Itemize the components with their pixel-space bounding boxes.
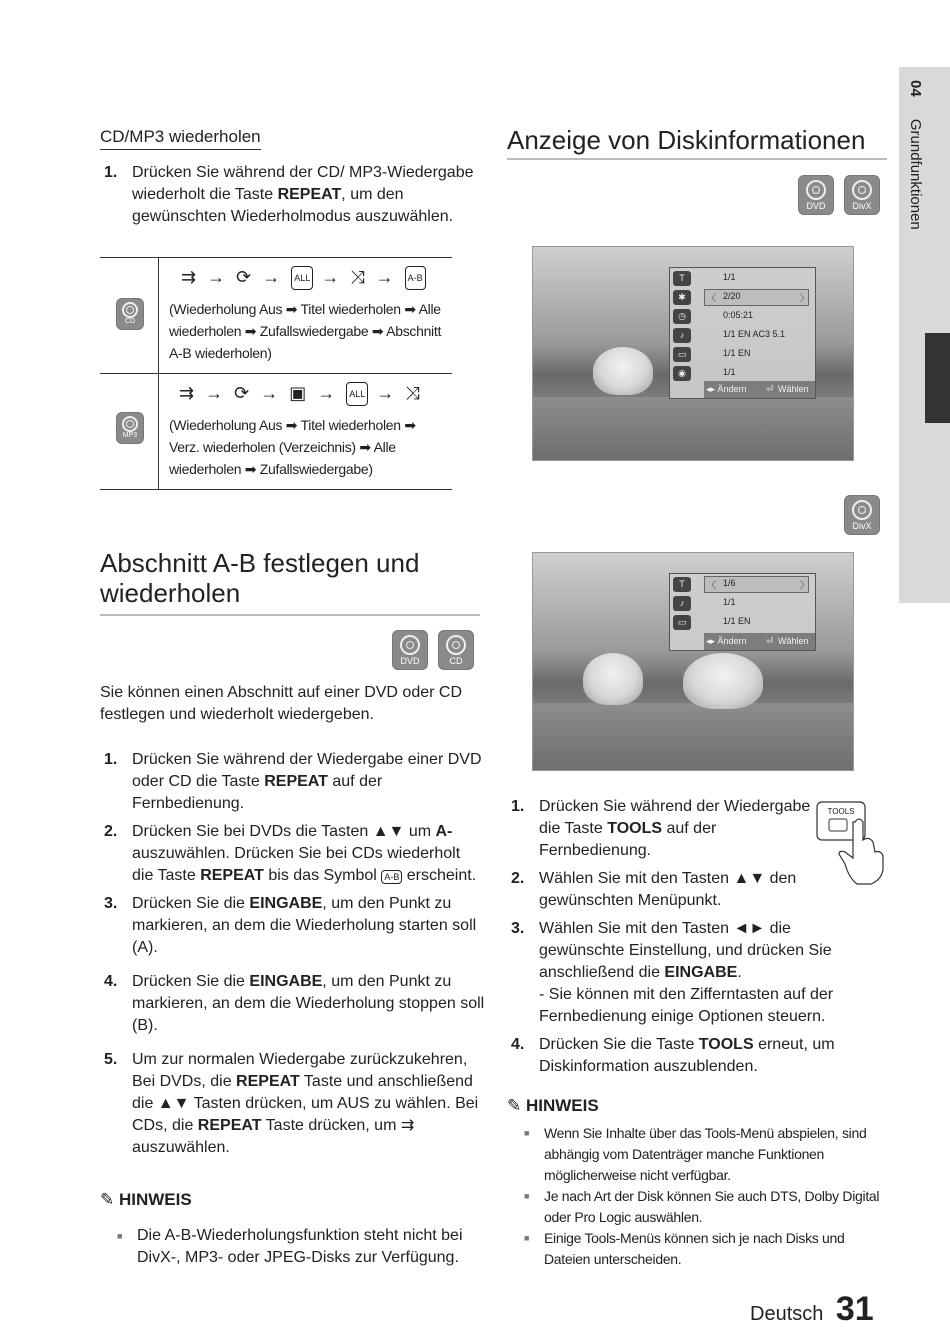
disc-info-heading	[507, 125, 887, 160]
info-step-2: 2. Wählen Sie mit den Tasten ▲▼ den gewünschten Menüpunkt.	[511, 870, 797, 909]
step-number: 1.	[104, 164, 118, 181]
osd-row-audio: ♪ 1/1	[670, 594, 815, 613]
cd-repeat-title: CD/MP3 wiederholen	[100, 127, 261, 150]
osd-row-title: T 〈 1/6 〉	[670, 575, 815, 594]
repeat-ab-symbol: A-B	[381, 870, 402, 884]
ab-repeat-heading	[100, 548, 480, 616]
puppy-image	[593, 347, 653, 395]
ab-note-item: ■ Die A-B-Wiederholungsfunktion steht nicht bei DivX-, MP3- oder JPEG-Disks zur Verfügung.	[115, 1225, 485, 1269]
camera-icon: ◉	[673, 366, 691, 381]
ab-step-5: 5. Um zur normalen Wiedergabe zurückzukehren, Bei DVDs, die REPEAT Taste und anschließend die ▲▼ Tasten drücken, um AUS zu wählen. Bei CDs, die REPEAT Taste drücken, um ⇉ auszuwählen.	[104, 1051, 479, 1156]
disc-info-screen-dvd	[532, 246, 854, 461]
cd-repeat-step-1	[100, 162, 480, 228]
cd-repeat-sequence-cell	[159, 258, 452, 373]
disc-info-steps	[507, 796, 852, 1078]
shuffle-icon: ⤨	[405, 383, 423, 403]
step-text: Drücken Sie während der CD/ MP3-Wiedergabe wiederholt die Taste	[132, 164, 474, 203]
subtitle-icon: ▭	[673, 347, 691, 362]
puppy-image	[683, 653, 763, 709]
pencil-icon: ✎	[507, 1096, 522, 1115]
osd-row-audio: ♪ 1/1 EN AC3 5.1	[670, 326, 815, 345]
dvd-disc-icon: DVD	[798, 175, 834, 215]
dvd-disc-icon: DVD	[392, 630, 428, 670]
info-note-item: ■ Je nach Art der Disk können Sie auch DTS, Dolby Digital oder Pro Logic auswählen.	[522, 1186, 887, 1228]
chapter-tab-marker	[925, 333, 950, 423]
info-step-1: 1. Drücken Sie während der Wiedergabe die Taste TOOLS auf der Fernbedienung.	[511, 798, 811, 859]
ab-note-title: HINWEIS	[118, 1190, 192, 1209]
osd-row-subtitle: ▭ 1/1 EN	[670, 613, 815, 632]
ab-notes	[115, 1225, 485, 1269]
title-icon: T	[673, 271, 691, 286]
info-step-3-sub: - Sie können mit den Zifferntasten auf der Fernbedienung einige Optionen steuern.	[539, 986, 834, 1025]
osd-selection	[704, 289, 809, 306]
cd-disc-cell	[100, 258, 159, 373]
repeat-off-icon: ⇉	[181, 267, 200, 287]
audio-icon: ♪	[673, 596, 691, 611]
repeat-all-icon: ALL	[346, 382, 368, 406]
info-notes	[522, 1123, 887, 1270]
ab-step-1: 1. Drücken Sie während der Wiedergabe einer DVD oder CD die Taste REPEAT auf der Fernbedienung.	[104, 751, 482, 812]
puppy-image	[583, 653, 643, 705]
ab-repeat-steps	[100, 749, 485, 1159]
cd-disc-icon: CD	[116, 298, 144, 330]
osd-row-angle: ◉ 1/1	[670, 364, 815, 383]
mp3-repeat-sequence: ⇉ → ⟳ → ▣ → ALL → ⤨	[179, 382, 444, 406]
shuffle-icon: ⤨	[350, 267, 368, 287]
cd-repeat-sequence: ⇉ → ⟳ → ALL → ⤨ → A-B	[181, 266, 444, 290]
repeat-all-icon: ALL	[291, 266, 313, 290]
ab-step-3: 3. Drücken Sie die EINGABE, um den Punkt zu markieren, an dem die Wiederholung starten soll (A).	[104, 895, 477, 956]
repeat-folder-icon: ▣	[289, 383, 310, 403]
chapter-title: Grundfunktionen	[907, 118, 924, 230]
chapter-tab-label	[907, 80, 924, 230]
divx-info-osd	[669, 573, 816, 651]
ab-step-2: 2. Drücken Sie bei DVDs die Tasten ▲▼ um A-auszuwählen. Drücken Sie bei CDs wiederholt die Taste REPEAT bis das Symbol A-B erscheint.	[104, 823, 477, 884]
repeat-ab-icon: A-B	[405, 266, 426, 290]
repeat-title-icon: ⟳	[236, 267, 255, 287]
ab-repeat-title-line2: wiederholen	[100, 578, 241, 608]
enter-icon: ⏎	[766, 636, 774, 646]
info-note-item: ■ Einige Tools-Menüs können sich je nach Disks und Dateien unterscheiden.	[522, 1228, 887, 1270]
chevron-left-icon: 〈	[707, 580, 717, 590]
chevron-left-icon: 〈	[707, 293, 717, 303]
disc-info-osd	[669, 267, 816, 399]
screen-floor	[533, 703, 853, 770]
time-icon: ◷	[673, 309, 691, 324]
pencil-icon: ✎	[100, 1190, 115, 1209]
step-key: REPEAT	[277, 186, 342, 203]
disc-info-screen-divx	[532, 552, 854, 771]
tools-label: TOOLS	[827, 807, 855, 816]
mp3-repeat-sequence-cell	[159, 374, 452, 489]
repeat-mode-table	[100, 257, 452, 490]
info-note-title: HINWEIS	[525, 1096, 599, 1115]
ab-note-heading	[100, 1190, 192, 1210]
osd-footer: ◂▸ Ändern ⏎ Wählen	[704, 381, 815, 398]
info-step-4: 4. Drücken Sie die Taste TOOLS erneut, um Diskinformation auszublenden.	[511, 1036, 835, 1075]
divx-disc-icon: DivX	[844, 175, 880, 215]
repeat-off-icon: ⇉	[179, 383, 198, 403]
chapter-icon: ✱	[673, 290, 691, 305]
title-icon: T	[673, 577, 691, 592]
repeat-table-row-mp3	[100, 374, 452, 489]
footer-language: Deutsch	[750, 1303, 824, 1325]
repeat-title-icon: ⟳	[234, 383, 253, 403]
info-note-item: ■ Wenn Sie Inhalte über das Tools-Menü abspielen, sind abhängig vom Datenträger manche Funktionen möglicherweise nicht verfügbar.	[522, 1123, 887, 1186]
mp3-disc-icon: MP3	[116, 412, 144, 444]
screen-floor	[533, 397, 853, 460]
info-step-3: 3. Wählen Sie mit den Tasten ◄► die gewünschte Einstellung, und drücken Sie anschließend die EINGABE. - Sie können mit den Zifferntasten auf der Fernbedienung einige Optionen steuern.	[507, 918, 852, 1028]
osd-selection	[704, 576, 809, 593]
cd-disc-icon: CD	[438, 630, 474, 670]
info-note-heading	[507, 1096, 599, 1116]
enter-icon: ⏎	[766, 384, 774, 394]
subtitle-icon: ▭	[673, 615, 691, 630]
osd-row-title: T 1/1	[670, 269, 815, 288]
ab-repeat-intro: Sie können einen Abschnitt auf einer DVD oder CD festlegen und wiederholt wiedergeben.	[100, 684, 462, 723]
osd-row-chapter: ✱ 〈 2/20 〉	[670, 288, 815, 307]
disc-info-title: Anzeige von Diskinformationen	[507, 125, 866, 155]
ab-repeat-title-line1: Abschnitt A-B festlegen und	[100, 548, 420, 578]
chevron-right-icon: 〉	[800, 580, 810, 590]
mp3-repeat-description: (Wiederholung Aus ➡ Titel wiederholen ➡ Verz. wiederholen (Verzeichnis) ➡ Alle wiederholen ➡ Zufallswiedergabe)	[169, 417, 416, 478]
cd-repeat-description: (Wiederholung Aus ➡ Titel wiederholen ➡ Alle wiederholen ➡ Zufallswiedergabe ➡ Abschnitt A-B wiederholen)	[169, 301, 442, 362]
cd-repeat-section	[100, 127, 261, 150]
osd-footer: ◂▸ Ändern ⏎ Wählen	[704, 633, 815, 650]
cd-repeat-steps	[100, 162, 480, 228]
chevron-right-icon: 〉	[800, 293, 810, 303]
osd-row-time: ◷ 0:05:21	[670, 307, 815, 326]
divx-disc-icon: DivX	[844, 495, 880, 535]
repeat-table-row-cd	[100, 258, 452, 374]
ab-step-4: 4. Drücken Sie die EINGABE, um den Punkt zu markieren, an dem die Wiederholung stoppen soll (B).	[104, 973, 485, 1034]
audio-icon: ♪	[673, 328, 691, 343]
page-number: 31	[835, 1290, 874, 1328]
osd-row-subtitle: ▭ 1/1 EN	[670, 345, 815, 364]
mp3-disc-cell	[100, 374, 159, 489]
page-footer	[750, 1290, 874, 1329]
chapter-number: 04	[907, 80, 924, 97]
step-text: , um den gewünschten Wiederholmodus auszuwählen.	[132, 186, 454, 225]
